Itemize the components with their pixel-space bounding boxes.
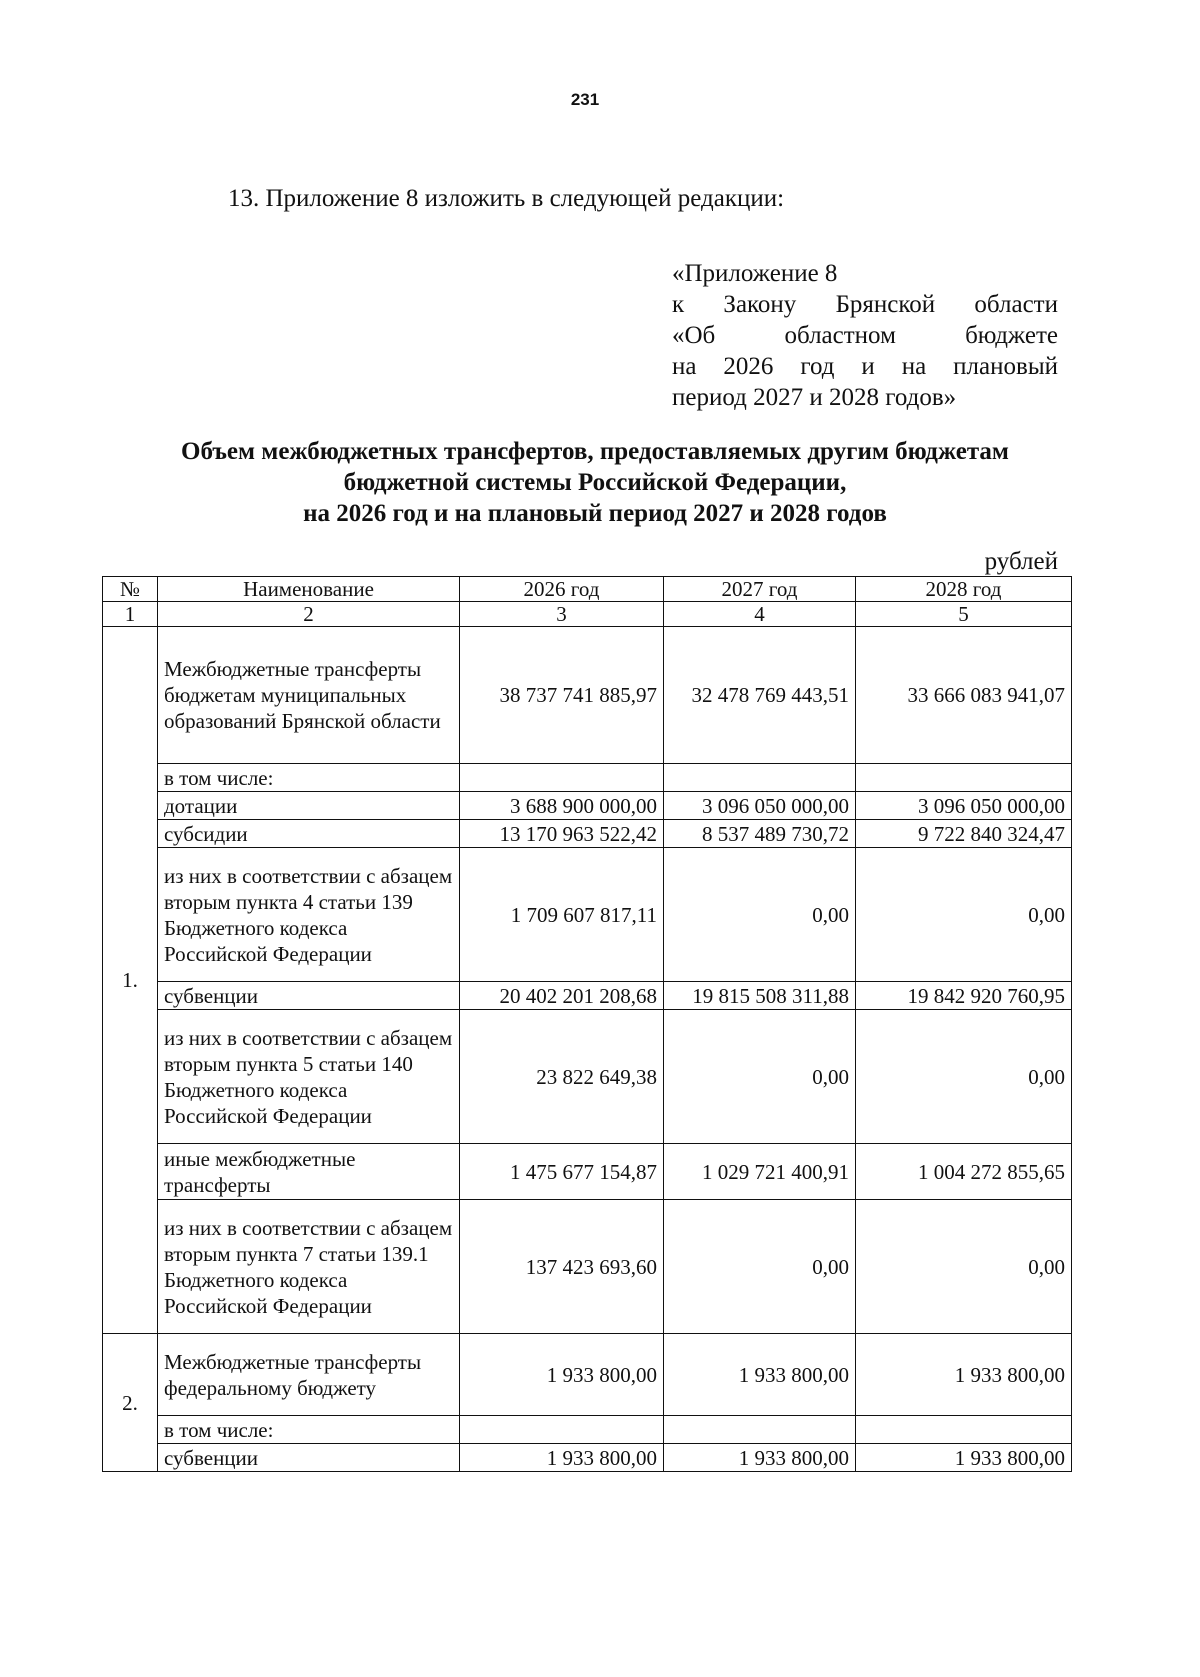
value-2028: 0,00 bbox=[856, 1010, 1072, 1144]
value-2026: 13 170 963 522,42 bbox=[460, 820, 664, 848]
value-2026: 1 475 677 154,87 bbox=[460, 1144, 664, 1200]
row-name: из них в соответствии с абзацем вторым пункта 7 статьи 139.1 Бюджетного кодекса Российской Федерации bbox=[158, 1200, 460, 1334]
value-2026: 1 933 800,00 bbox=[460, 1334, 664, 1416]
intro-text: 13. Приложение 8 изложить в следующей редакции: bbox=[228, 185, 785, 212]
header-name: Наименование bbox=[158, 577, 460, 602]
column-number: 1 bbox=[103, 602, 158, 627]
appendix-reference bbox=[672, 258, 1058, 413]
document-title bbox=[90, 436, 1100, 529]
column-number: 2 bbox=[158, 602, 460, 627]
header-2027: 2027 год bbox=[664, 577, 856, 602]
table-row bbox=[103, 982, 1072, 1010]
section-number: 2. bbox=[103, 1334, 158, 1472]
table-row bbox=[103, 1010, 1072, 1144]
table-row bbox=[103, 1334, 1072, 1416]
row-name: субсидии bbox=[158, 820, 460, 848]
section-number: 1. bbox=[103, 627, 158, 1334]
value-2026 bbox=[460, 764, 664, 792]
title-line: на 2026 год и на плановый период 2027 и 2028 годов bbox=[303, 500, 887, 527]
value-2027 bbox=[664, 1416, 856, 1444]
column-number: 5 bbox=[856, 602, 1072, 627]
value-2026 bbox=[460, 1416, 664, 1444]
row-name: Межбюджетные трансферты бюджетам муниципальных образований Брянской области bbox=[158, 627, 460, 764]
value-2028 bbox=[856, 1416, 1072, 1444]
table-header-row bbox=[103, 577, 1072, 602]
value-2026: 20 402 201 208,68 bbox=[460, 982, 664, 1010]
column-number: 3 bbox=[460, 602, 664, 627]
table-row bbox=[103, 1144, 1072, 1200]
value-2028: 9 722 840 324,47 bbox=[856, 820, 1072, 848]
row-name: субвенции bbox=[158, 982, 460, 1010]
row-name: из них в соответствии с абзацем вторым пункта 5 статьи 140 Бюджетного кодекса Российской Федерации bbox=[158, 1010, 460, 1144]
page-number: 231 bbox=[570, 90, 600, 109]
value-2028: 33 666 083 941,07 bbox=[856, 627, 1072, 764]
value-2026: 23 822 649,38 bbox=[460, 1010, 664, 1144]
title-line: бюджетной системы Российской Федерации, bbox=[343, 469, 847, 496]
value-2027: 19 815 508 311,88 bbox=[664, 982, 856, 1010]
value-2027: 0,00 bbox=[664, 848, 856, 982]
table-row bbox=[103, 1416, 1072, 1444]
value-2027: 0,00 bbox=[664, 1200, 856, 1334]
units-label: рублей bbox=[984, 548, 1058, 575]
value-2026: 1 709 607 817,11 bbox=[460, 848, 664, 982]
table-row bbox=[103, 848, 1072, 982]
row-name: дотации bbox=[158, 792, 460, 820]
header-number: № bbox=[103, 577, 158, 602]
row-name: иные межбюджетные трансферты bbox=[158, 1144, 460, 1200]
value-2027: 32 478 769 443,51 bbox=[664, 627, 856, 764]
appendix-line: «Приложение 8 bbox=[672, 260, 838, 287]
value-2027 bbox=[664, 764, 856, 792]
value-2026: 1 933 800,00 bbox=[460, 1444, 664, 1472]
row-name: из них в соответствии с абзацем вторым пункта 4 статьи 139 Бюджетного кодекса Российской Федерации bbox=[158, 848, 460, 982]
value-2026: 137 423 693,60 bbox=[460, 1200, 664, 1334]
table-row bbox=[103, 820, 1072, 848]
value-2028 bbox=[856, 764, 1072, 792]
table-row bbox=[103, 1444, 1072, 1472]
value-2028: 1 933 800,00 bbox=[856, 1334, 1072, 1416]
value-2028: 0,00 bbox=[856, 848, 1072, 982]
value-2027: 1 933 800,00 bbox=[664, 1334, 856, 1416]
value-2028: 0,00 bbox=[856, 1200, 1072, 1334]
header-2028: 2028 год bbox=[856, 577, 1072, 602]
row-name: в том числе: bbox=[158, 1416, 460, 1444]
value-2027: 0,00 bbox=[664, 1010, 856, 1144]
value-2028: 1 004 272 855,65 bbox=[856, 1144, 1072, 1200]
value-2027: 1 029 721 400,91 bbox=[664, 1144, 856, 1200]
value-2028: 1 933 800,00 bbox=[856, 1444, 1072, 1472]
table-row bbox=[103, 764, 1072, 792]
appendix-line: период 2027 и 2028 годов» bbox=[672, 384, 957, 411]
header-2026: 2026 год bbox=[460, 577, 664, 602]
table-row bbox=[103, 792, 1072, 820]
table-row bbox=[103, 1200, 1072, 1334]
appendix-line: к Закону Брянской области bbox=[672, 291, 1058, 318]
table-row bbox=[103, 627, 1072, 764]
row-name: в том числе: bbox=[158, 764, 460, 792]
transfers-table bbox=[102, 576, 1072, 1472]
title-line: Объем межбюджетных трансфертов, предоставляемых другим бюджетам bbox=[181, 438, 1009, 465]
value-2028: 19 842 920 760,95 bbox=[856, 982, 1072, 1010]
column-number-row bbox=[103, 602, 1072, 627]
row-name: субвенции bbox=[158, 1444, 460, 1472]
value-2027: 3 096 050 000,00 bbox=[664, 792, 856, 820]
column-number: 4 bbox=[664, 602, 856, 627]
row-name: Межбюджетные трансферты федеральному бюджету bbox=[158, 1334, 460, 1416]
appendix-line: «Об областном бюджете bbox=[672, 322, 1058, 349]
value-2027: 1 933 800,00 bbox=[664, 1444, 856, 1472]
appendix-line: на 2026 год и на плановый bbox=[672, 353, 1058, 380]
value-2026: 38 737 741 885,97 bbox=[460, 627, 664, 764]
value-2027: 8 537 489 730,72 bbox=[664, 820, 856, 848]
value-2026: 3 688 900 000,00 bbox=[460, 792, 664, 820]
value-2028: 3 096 050 000,00 bbox=[856, 792, 1072, 820]
